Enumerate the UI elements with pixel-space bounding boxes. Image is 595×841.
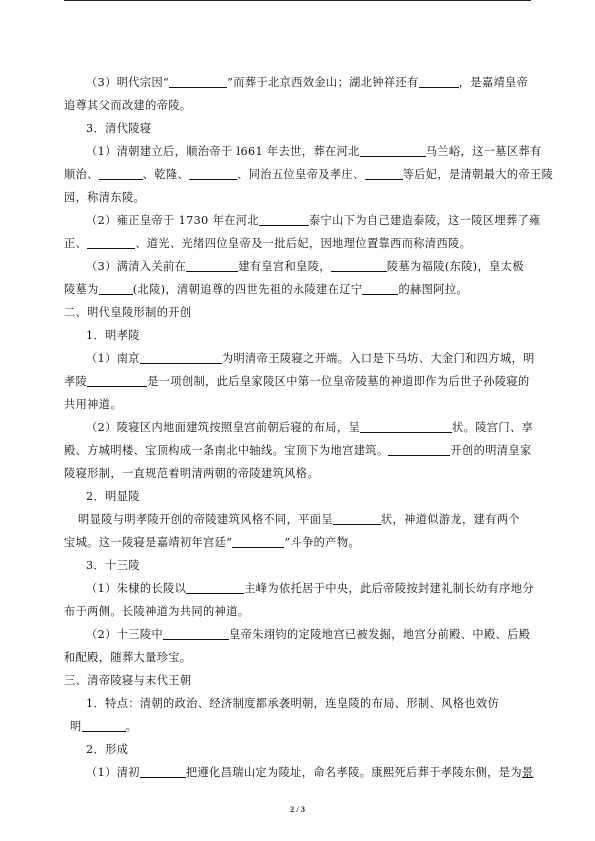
text-line xyxy=(64,738,540,761)
text-line xyxy=(64,439,540,462)
text-run: （3）明代宗因“ xyxy=(86,76,170,89)
fill-in-blank xyxy=(169,72,227,88)
text-run: 的赫图阿拉。 xyxy=(398,283,468,296)
text-run: 明显陵与明孝陵开创的帝陵建筑风格不同，平面呈 xyxy=(78,513,333,526)
fill-in-blank xyxy=(419,72,459,88)
text-run: 1．明孝陵 xyxy=(86,329,140,342)
text-run: （1）清初 xyxy=(86,766,140,779)
underlined-text: 景 xyxy=(521,766,534,779)
text-run: 布于两侧。长陵神道为共同的神道。 xyxy=(64,605,250,618)
text-line xyxy=(64,715,540,738)
text-line xyxy=(64,692,540,715)
text-line xyxy=(64,186,540,209)
fill-in-blank xyxy=(99,279,133,295)
text-line xyxy=(64,209,540,232)
text-run: 和配殿，随葬大量珍宝。 xyxy=(64,651,192,664)
text-run: 1．特点：清朝的政治、经济制度都承袭明朝，连皇陵的布局、形制、风格也效仿 xyxy=(86,697,500,710)
fill-in-blank xyxy=(189,164,237,180)
text-run: 、乾隆、 xyxy=(142,168,190,181)
fill-in-blank xyxy=(163,624,229,640)
fill-in-blank xyxy=(360,141,426,157)
fill-in-blank xyxy=(82,716,126,732)
text-run: 皇帝朱翊钧的定陵地宫已被发掘，地宫分前殿、中殿、后殿 xyxy=(229,628,531,641)
fill-in-blank xyxy=(140,348,222,364)
text-run: 正、 xyxy=(64,237,88,250)
text-run: 2．明显陵 xyxy=(86,490,140,503)
fill-in-blank xyxy=(87,371,147,387)
text-line xyxy=(64,301,540,324)
fill-in-blank xyxy=(360,417,452,433)
text-run: 状。陵宫门、享 xyxy=(452,421,534,434)
fill-in-blank xyxy=(99,164,143,180)
text-run: 为明清帝王陵寝之开端。入口是下马坊、大金门和四方城，明 xyxy=(221,352,535,365)
text-run: 马兰峪，这一墓区葬有 xyxy=(425,145,542,158)
text-line xyxy=(64,94,540,117)
text-run: 2．形成 xyxy=(86,743,129,756)
fill-in-blank xyxy=(140,762,186,778)
text-run: 三、清帝陵寝与末代王朝 xyxy=(64,674,192,687)
text-run: ”而葬于北京西效金山；湖北钟祥还有 xyxy=(227,76,419,89)
text-run: 。 xyxy=(125,720,138,733)
text-run: 宝城。这一陵寝是嘉靖初年宫廷“ xyxy=(64,536,233,549)
text-line xyxy=(64,485,540,508)
text-run: 陵墓为福陵(东陵)，皇太极 xyxy=(386,260,524,273)
page-number: 2 / 3 xyxy=(289,804,306,814)
text-line xyxy=(64,117,540,140)
text-line xyxy=(64,669,540,692)
text-run: （1）清朝建立后，顺治帝于 l661 年去世，葬在河北 xyxy=(86,145,360,158)
fill-in-blank xyxy=(365,164,403,180)
text-line xyxy=(64,324,540,347)
text-line xyxy=(64,416,540,439)
text-run: 等后妃，是清朝最大的帝王陵 xyxy=(402,168,554,181)
document-body xyxy=(64,71,554,784)
fill-in-blank xyxy=(259,210,309,226)
fill-in-blank xyxy=(232,532,284,548)
text-line xyxy=(64,600,540,623)
text-line xyxy=(64,255,540,278)
text-run: 、同治五位皇帝及孝庄、 xyxy=(237,168,365,181)
text-run: ”斗争的产物。 xyxy=(284,536,361,549)
text-run: 孝陵 xyxy=(64,375,88,388)
header-rule xyxy=(64,0,531,1)
text-run: 殿、方城明楼、宝顶构成一条南北中轴线。宝顶下为地宫建筑。 xyxy=(64,444,389,457)
text-line xyxy=(64,140,540,163)
text-run: 二、明代皇陵形制的开创 xyxy=(64,306,192,319)
text-line xyxy=(64,508,540,531)
text-run: （2）陵寝区内地面建筑按照皇宫前朝后寝的布局，呈 xyxy=(86,421,361,434)
text-line xyxy=(64,163,554,186)
text-line xyxy=(64,347,540,370)
text-run: 陵寝形制，一直规范着明清两朝的帝陵建筑风格。 xyxy=(64,467,319,480)
text-run: （1）南京 xyxy=(86,352,140,365)
text-line xyxy=(64,370,540,393)
text-run: 开创的明清皇家 xyxy=(450,444,532,457)
text-run: 建有皇宫和皇陵， xyxy=(238,260,331,273)
text-run: （3）满清入关前在 xyxy=(86,260,187,273)
text-run: 泰宁山下为自己建造泰陵，这一陵区埋葬了雍 xyxy=(308,214,541,227)
text-run: 共用神道。 xyxy=(64,398,122,411)
text-line xyxy=(64,278,540,301)
text-run: (北陵)，清朝追尊的四世先祖的永陵建在辽宁 xyxy=(132,283,363,296)
text-run: （2）十三陵中 xyxy=(86,628,164,641)
fill-in-blank xyxy=(186,256,238,272)
text-line xyxy=(64,71,540,94)
fill-in-blank xyxy=(186,578,244,594)
text-run: （1）朱棣的长陵以 xyxy=(86,582,187,595)
text-line xyxy=(64,232,540,255)
text-line xyxy=(64,531,540,554)
text-line xyxy=(64,646,540,669)
text-line xyxy=(64,393,540,416)
text-line xyxy=(64,623,540,646)
text-run: 、道光、光绪四位皇帝及一批后妃，因地理位置靠西而称清西陵。 xyxy=(135,237,472,250)
fill-in-blank xyxy=(362,279,398,295)
fill-in-blank xyxy=(388,440,450,456)
text-run: 追尊其父而改建的帝陵。 xyxy=(64,99,192,112)
text-run: ，是嘉靖皇帝 xyxy=(458,76,529,89)
text-run: 园，称清东陵。 xyxy=(64,191,146,204)
text-run: 状，神道似游龙，建有两个 xyxy=(380,513,520,526)
text-run: 3．清代陵寝 xyxy=(86,122,152,135)
text-line xyxy=(64,577,540,600)
text-run: 是一项创制，此后皇家陵区中第一位皇帝陵墓的神道即作为后世子孙陵寝的 xyxy=(147,375,530,388)
text-run: 3．十三陵 xyxy=(86,559,140,572)
fill-in-blank xyxy=(331,256,387,272)
text-run: 顺治、 xyxy=(64,168,99,181)
fill-in-blank xyxy=(87,233,135,249)
text-run: 陵墓为 xyxy=(64,283,99,296)
text-run: 主峰为依托居于中央，此后帝陵按封建礼制长幼有序地分 xyxy=(244,582,534,595)
text-run: （2）雍正皇帝于 1730 年在河北 xyxy=(86,214,259,227)
text-run: 明 xyxy=(70,720,82,733)
text-line xyxy=(64,554,540,577)
text-run: 把遵化昌瑞山定为陵址，命名孝陵。康熙死后葬于孝陵东侧，是为 xyxy=(185,766,522,779)
text-line xyxy=(64,462,540,485)
fill-in-blank xyxy=(333,509,381,525)
text-line xyxy=(64,761,540,784)
